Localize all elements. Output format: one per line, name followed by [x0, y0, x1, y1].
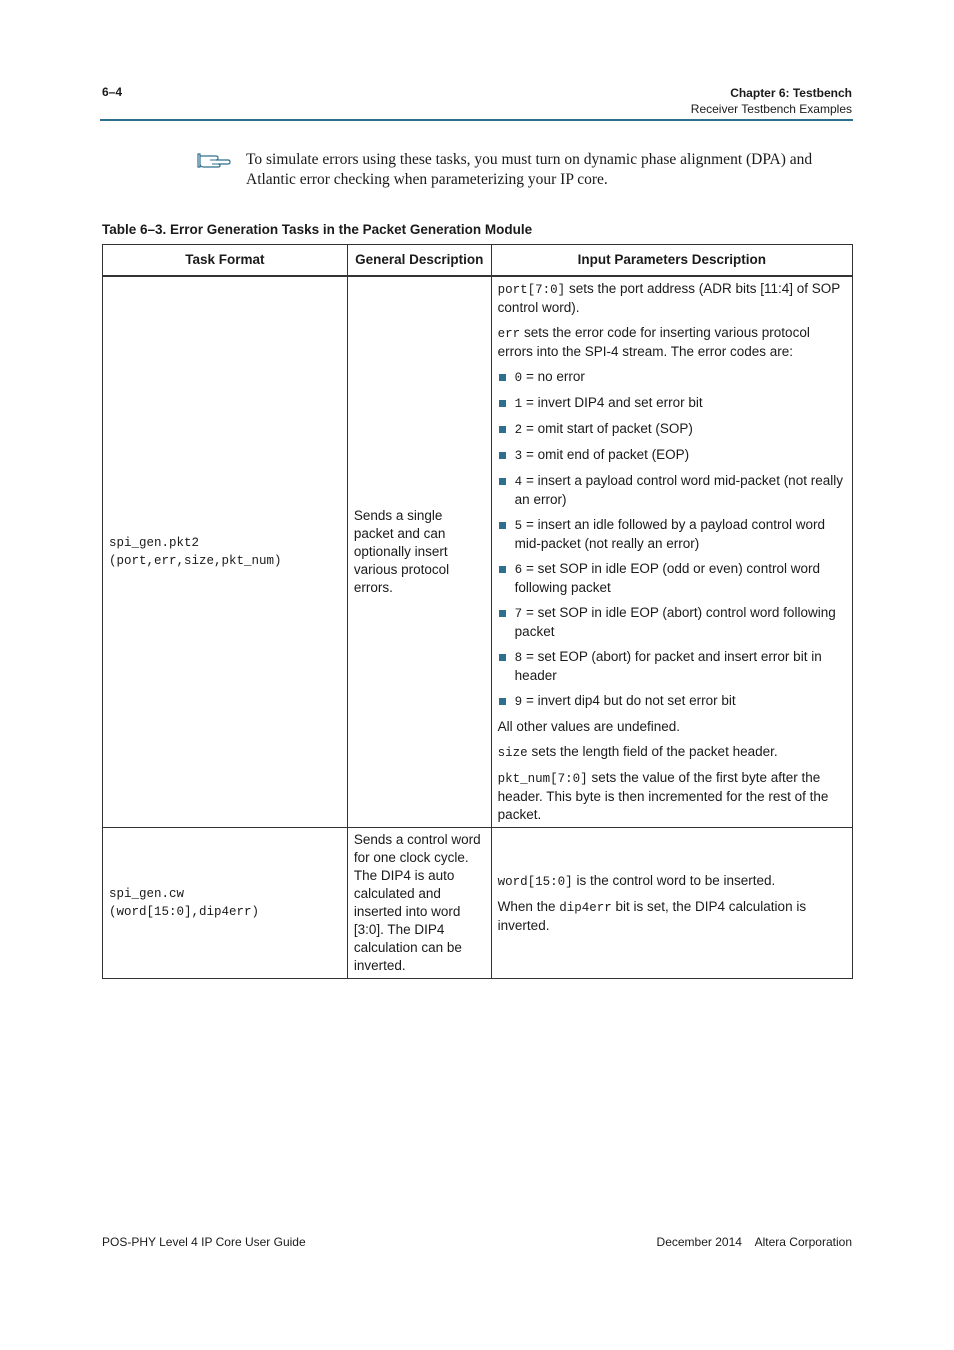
- error-code-text: = set SOP in idle EOP (abort) control word following packet: [514, 605, 836, 639]
- error-code: 1: [514, 397, 523, 411]
- error-code-text: = invert DIP4 and set error bit: [522, 395, 703, 410]
- error-code: 0: [514, 371, 523, 385]
- column-header: Task Format: [103, 245, 348, 277]
- list-item: [498, 394, 846, 413]
- param-code: port[7:0]: [497, 283, 566, 297]
- column-header: Input Parameters Description: [491, 245, 852, 277]
- param-code: err: [497, 327, 521, 341]
- list-item: [498, 420, 846, 439]
- hand-pointing-icon: [196, 150, 232, 170]
- column-header: General Description: [347, 245, 491, 277]
- list-item: [498, 472, 846, 509]
- list-item: [498, 516, 846, 553]
- param-text: bit is set, the DIP4 calculation is inverted.: [497, 898, 807, 933]
- task-name: spi_gen.pkt2: [109, 536, 200, 550]
- error-code: 7: [514, 607, 523, 621]
- param-word: [498, 872, 846, 891]
- undefined-note: All other values are undefined.: [497, 719, 681, 734]
- running-header: [691, 85, 852, 117]
- note-text: To simulate errors using these tasks, you must turn on dynamic phase alignment (DPA) and Atlantic error checking when parameterizing your IP core.: [246, 151, 813, 188]
- list-item: [498, 368, 846, 387]
- error-code: 9: [514, 695, 523, 709]
- list-item: [498, 446, 846, 465]
- error-code-text: = no error: [522, 369, 585, 384]
- table-row: [103, 276, 853, 828]
- param-code: dip4err: [559, 900, 612, 915]
- param-code: pkt_num[7:0]: [497, 772, 588, 786]
- list-item: [498, 692, 846, 711]
- header-rule: [100, 119, 853, 121]
- param-dip4err: [498, 898, 846, 935]
- param-err: [498, 324, 846, 361]
- param-text: sets the port address (ADR bits [11:4] of SOP control word).: [497, 281, 841, 315]
- parameters-cell: [491, 828, 852, 979]
- param-size: [498, 743, 846, 762]
- param-text: When the: [497, 898, 560, 914]
- general-description-cell: Sends a single packet and can optionally insert various protocol errors.: [347, 276, 491, 828]
- error-code: 5: [514, 519, 523, 533]
- list-item: [498, 648, 846, 685]
- param-code: word[15:0]: [497, 874, 573, 889]
- param-code: size: [497, 746, 528, 760]
- param-text: sets the length field of the packet header.: [527, 744, 778, 759]
- error-code-text: = omit end of packet (EOP): [522, 447, 690, 462]
- footer-guide-title: POS-PHY Level 4 IP Core User Guide: [102, 1235, 306, 1249]
- error-code: 2: [514, 423, 523, 437]
- section-title: Receiver Testbench Examples: [690, 102, 852, 116]
- error-tasks-table: [102, 244, 853, 979]
- list-item: [498, 560, 846, 597]
- param-text: sets the error code for inserting various protocol errors into the SPI-4 stream. The error codes are:: [497, 325, 810, 359]
- task-format-cell: [103, 828, 348, 979]
- table-row: [103, 828, 853, 979]
- error-code-text: = omit start of packet (SOP): [522, 421, 693, 436]
- parameters-cell: [491, 276, 852, 828]
- task-args: (port,err,size,pkt_num): [109, 554, 282, 568]
- chapter-title: Chapter 6: Testbench: [730, 86, 852, 100]
- page-number: 6–4: [102, 85, 123, 99]
- error-code-text: = insert an idle followed by a payload control word mid-packet (not really an error): [514, 517, 825, 551]
- error-code: 3: [514, 449, 523, 463]
- table-header-row: [103, 245, 853, 277]
- error-code-text: = set EOP (abort) for packet and insert error bit in header: [514, 649, 822, 683]
- error-code: 4: [514, 475, 523, 489]
- table-caption: Table 6–3. Error Generation Tasks in the Packet Generation Module: [102, 222, 533, 237]
- error-code-text: = set SOP in idle EOP (odd or even) control word following packet: [514, 561, 820, 595]
- error-code-list: [498, 368, 846, 711]
- param-text: sets the value of the first byte after the header. This byte is then incremented for the rest of the packet.: [497, 770, 829, 822]
- error-code-text: = invert dip4 but do not set error bit: [522, 693, 736, 708]
- param-port: [498, 280, 846, 317]
- error-code-text: = insert a payload control word mid-packet (not really an error): [514, 473, 843, 507]
- task-name: spi_gen.cw: [109, 887, 185, 901]
- param-text: is the control word to be inserted.: [572, 872, 776, 888]
- footer-date-company: December 2014 Altera Corporation: [656, 1235, 852, 1249]
- list-item: [498, 604, 846, 641]
- param-pkt-num: [498, 769, 846, 824]
- task-args: (word[15:0],dip4err): [109, 905, 260, 919]
- error-code: 8: [514, 651, 523, 665]
- error-code: 6: [514, 563, 523, 577]
- task-format-cell: [103, 276, 348, 828]
- general-description-cell: Sends a control word for one clock cycle. The DIP4 is auto calculated and inserted into word [3:0]. The DIP4 calculation can be inverted.: [347, 828, 491, 979]
